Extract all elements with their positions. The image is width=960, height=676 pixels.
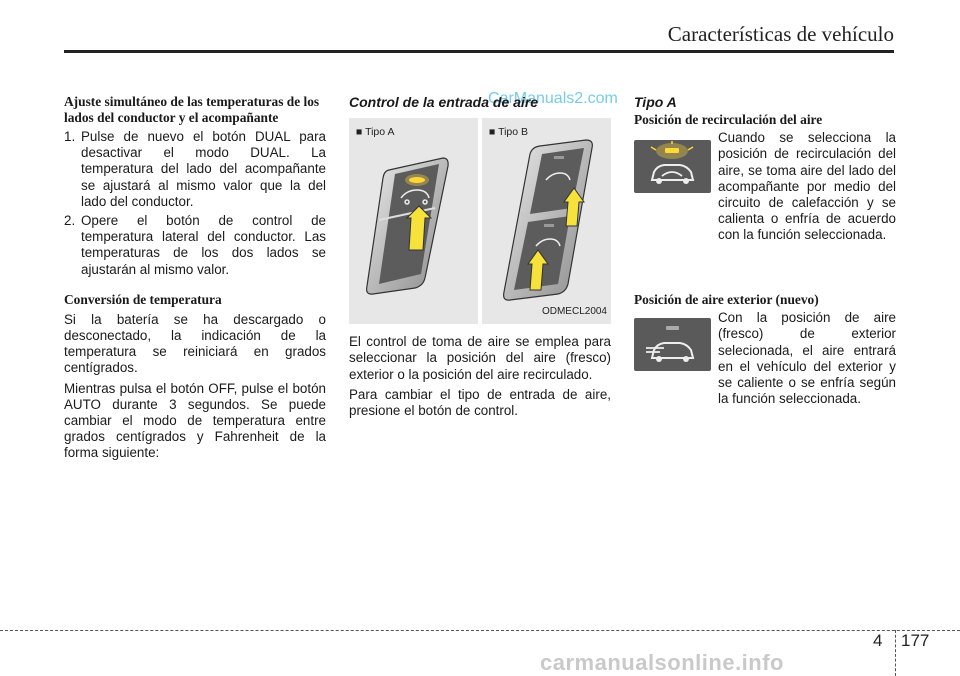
outside-air-block (634, 310, 896, 430)
page-separator (895, 630, 896, 676)
step-text: Opere el botón de control de temperatura lateral del conductor. Las temperaturas de los dos lados se ajustarán al mismo valor. (81, 213, 326, 277)
air-intake-figure (349, 118, 611, 324)
steps-list (64, 129, 326, 278)
page-number: 177 (901, 631, 930, 650)
step-item (64, 213, 326, 278)
outside-air-description: Con la posición de aire (fresco) de exterior selecionada, el aire entrará en el vehículo del exterior y se caliente o se enfría según la función seleccionada. (718, 310, 896, 407)
step-text: Pulse de nuevo el botón DUAL para desactivar el modo DUAL. La temperatura del lado del acompañante se ajustará al mismo valor que la del lado del conductor. (81, 129, 326, 209)
paragraph: Si la batería se ha descargado o desconectado, la indicación de la temperatura se reiniciará en grados centígrados. (64, 311, 326, 376)
header-title: Características de vehículo (667, 22, 894, 46)
footer-watermark: carmanualsonline.info (540, 650, 784, 675)
paragraph: El control de toma de aire se emplea para seleccionar la posición del aire (fresco) exterior o la posición del aire recirculado. (349, 334, 611, 382)
header-rule (64, 50, 894, 53)
step-number: 2. (64, 213, 76, 229)
middle-column (349, 94, 611, 419)
watermark: CarManuals2.com (488, 90, 618, 107)
recirculation-block (634, 130, 896, 286)
recirculation-icon (634, 140, 711, 193)
right-column (634, 94, 896, 430)
paragraph: Para cambiar el tipo de entrada de aire, presione el botón de control. (349, 386, 611, 419)
subheading-recirculation: Posición de recirculación del aire (634, 112, 823, 128)
paragraph: Mientras pulsa el botón OFF, pulse el botón AUTO durante 3 segundos. Se puede cambiar el modo de temperatura entre grados centígrados y Fahrenheit de la forma siguiente: (64, 380, 326, 461)
outside-air-button-image (634, 318, 711, 371)
step-number: 1. (64, 129, 76, 144)
recirculation-button-image (634, 140, 711, 193)
panel-type-a (349, 118, 478, 324)
outside-air-icon (634, 318, 711, 371)
panel-type-b (482, 118, 611, 324)
panel-label-a: ■ Tipo A (356, 126, 395, 139)
section-heading-type-a: Tipo A (634, 94, 677, 110)
button-type-a-illustration (349, 118, 478, 324)
footer-rule (0, 630, 960, 631)
button-type-b-illustration (482, 118, 611, 324)
figure-code: ODMECL2004 (541, 306, 607, 317)
subheading-outside-air: Posición de aire exterior (nuevo) (634, 292, 819, 308)
section-heading-air-intake: Control de la entrada de aire (349, 94, 539, 110)
recirculation-description: Cuando se selecciona la posición de recirculación del aire, se toma aire del lado del acompañante por medio del circuito de calefacción y se calienta o enfría de acuerdo con la función seleccionada. (718, 130, 896, 243)
left-column (64, 94, 326, 462)
step-item (64, 129, 326, 210)
chapter-number: 4 (873, 631, 883, 650)
section-heading-dual: Ajuste simultáneo de las temperaturas de los lados del conductor y el acompañante (64, 94, 320, 125)
section-heading-conversion: Conversión de temperatura (64, 291, 222, 307)
panel-label-b: ■ Tipo B (489, 126, 529, 139)
